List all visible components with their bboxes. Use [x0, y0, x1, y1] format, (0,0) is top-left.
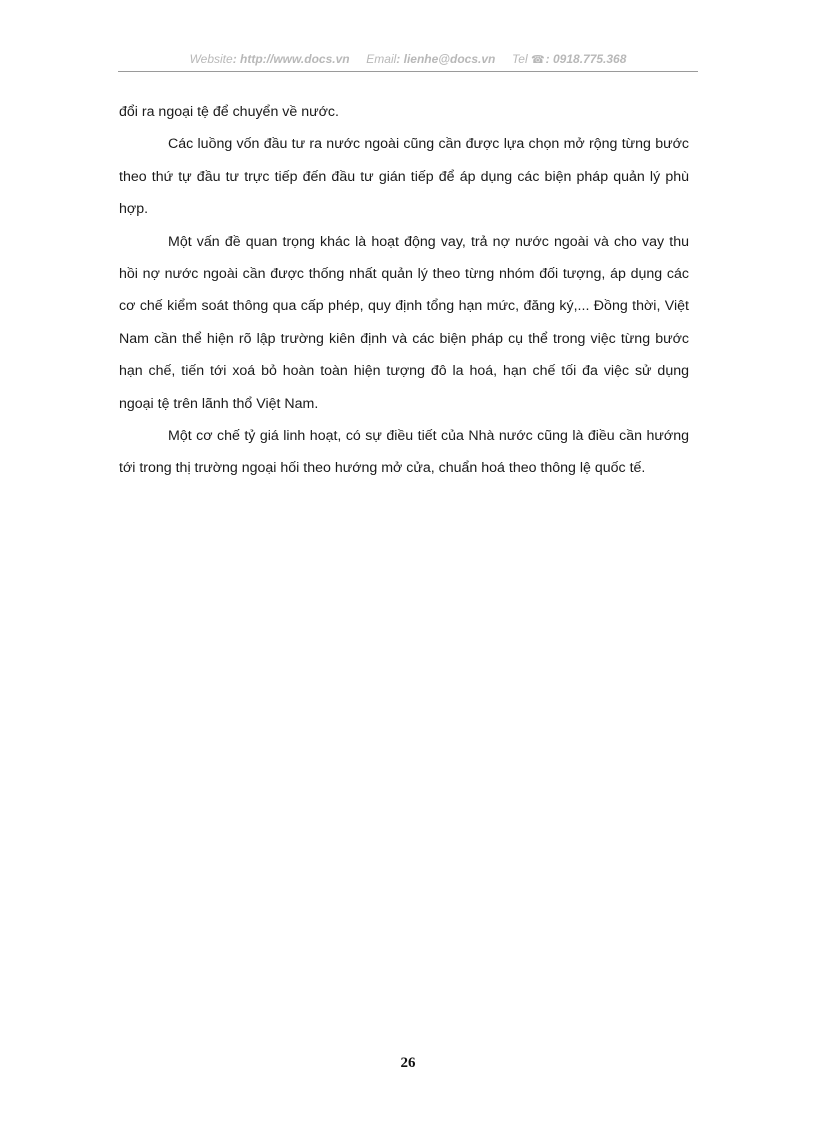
document-body — [119, 96, 689, 485]
page-header — [118, 49, 698, 72]
telephone-icon: ☎ — [530, 54, 545, 66]
page-number: 26 — [400, 1055, 416, 1071]
tel-number: : 0918.775.368 — [545, 52, 627, 66]
website-label: Website — [189, 52, 233, 66]
paragraph-continuation: đổi ra ngoại tệ để chuyển về nước. — [119, 104, 339, 120]
website-link[interactable]: : http://www.docs.vn — [232, 52, 350, 66]
paragraph: Một vấn đề quan trọng khác là hoạt động vay, trả nợ nước ngoài và cho vay thu hồi nợ nước ngoài cần được thống nhất quản lý theo từng nhóm đối tượng, áp dụng các cơ chế kiểm soát thông qua cấp phép, quy định tổng hạn mức, đăng ký,... Đồng thời, Việt Nam cần thể hiện rõ lập trường kiên định và các biện pháp cụ thể trong việc từng bước hạn chế, tiến tới xoá bỏ hoàn toàn hiện tượng đô la hoá, hạn chế tối đa việc sử dụng ngoại tệ trên lãnh thổ Việt Nam. — [119, 233, 689, 412]
email-label: Email — [366, 52, 397, 66]
tel-label: Tel — [512, 52, 528, 66]
paragraph: Các luồng vốn đầu tư ra nước ngoài cũng cần được lựa chọn mở rộng từng bước theo thứ tự đầu tư trực tiếp đến đầu tư gián tiếp để áp dụng các biện pháp quản lý phù hợp. — [119, 136, 689, 218]
paragraph: Một cơ chế tỷ giá linh hoạt, có sự điều tiết của Nhà nước cũng là điều cần hướng tới trong thị trường ngoại hối theo hướng mở cửa, chuẩn hoá theo thông lệ quốc tế. — [119, 428, 689, 477]
email-link[interactable]: : lienhe@docs.vn — [396, 52, 496, 66]
